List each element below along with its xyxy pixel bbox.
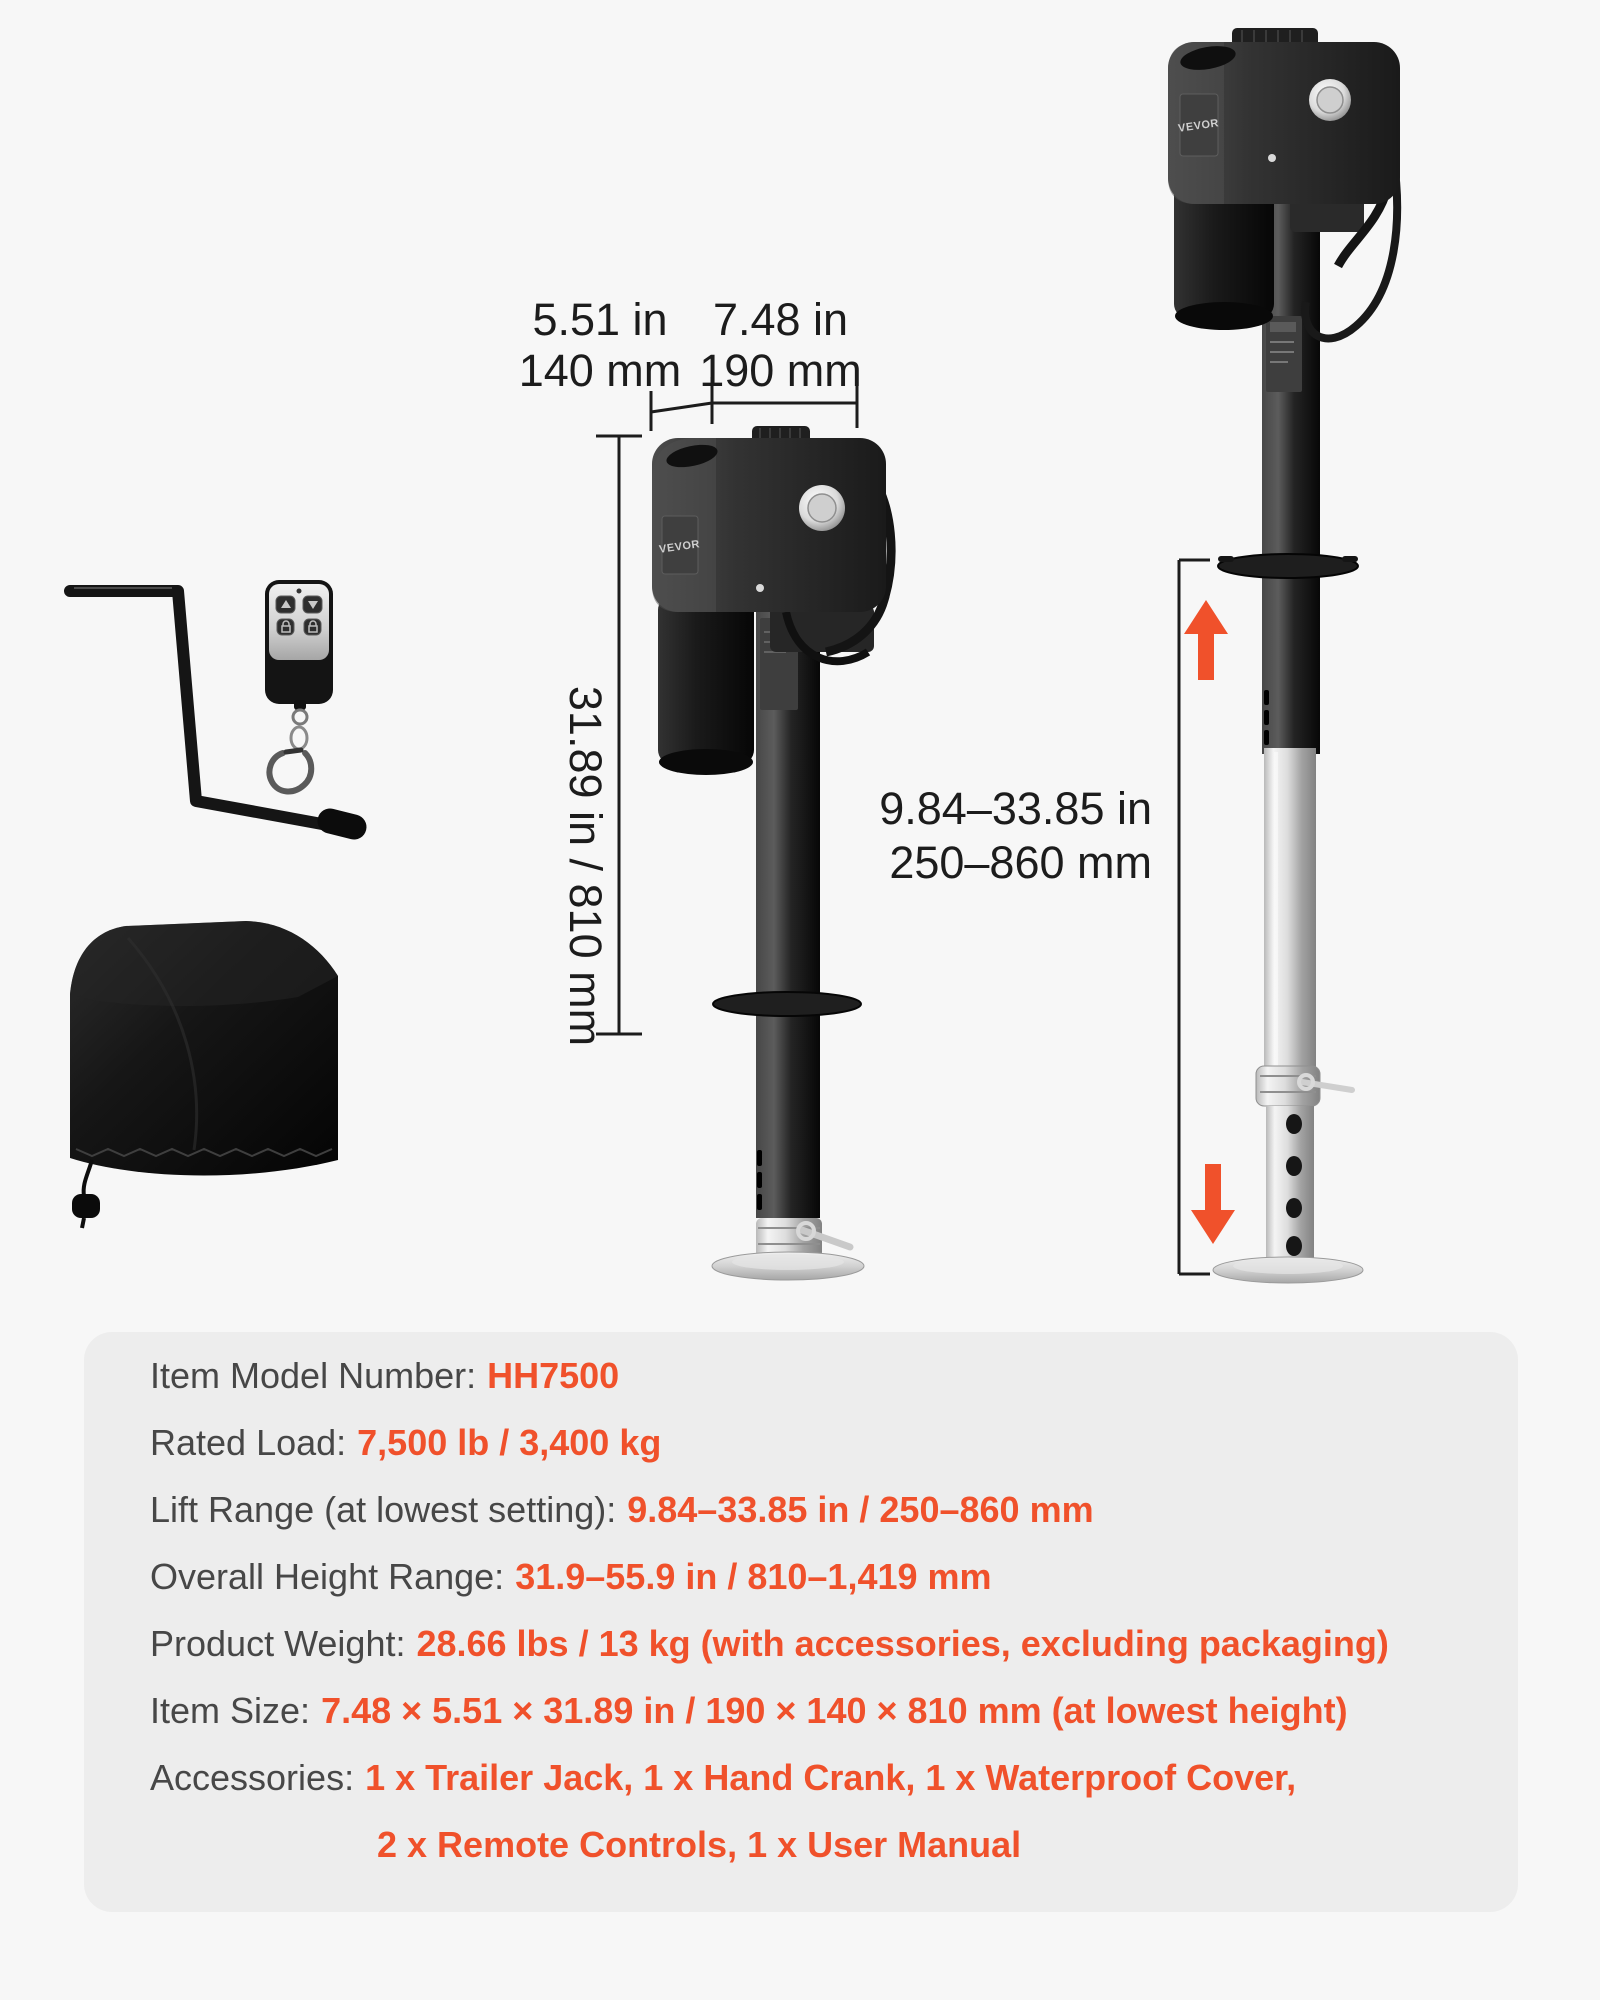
spec-value: 31.9–55.9 in / 810–1,419 mm	[515, 1555, 992, 1597]
spec-label: Item Size:	[150, 1689, 311, 1731]
remote-up-button	[276, 596, 295, 613]
adjustment-hole	[1286, 1198, 1302, 1218]
spec-label: Item Model Number:	[150, 1354, 477, 1396]
lift-arrows	[1184, 600, 1235, 1244]
dimension-depth-in: 5.51 in	[532, 294, 668, 345]
dimension-height-label: 31.89 in / 810 mm	[560, 685, 611, 1047]
dimension-depth-mm: 140 mm	[518, 345, 682, 396]
spec-label: Rated Load:	[150, 1421, 347, 1463]
remote-unlock-button	[304, 619, 321, 635]
spec-value: 9.84–33.85 in / 250–860 mm	[627, 1488, 1094, 1530]
spec-label: Product Weight:	[150, 1622, 406, 1664]
adjustment-hole	[1286, 1236, 1302, 1256]
spec-label: Overall Height Range:	[150, 1555, 505, 1597]
brand-logo: VEVOR	[1177, 117, 1220, 135]
spec-row-item-size	[84, 1677, 1518, 1744]
drop-leg-collar	[713, 992, 861, 1016]
dimension-width-mm: 190 mm	[699, 345, 862, 396]
spec-row-lift-range	[84, 1476, 1518, 1543]
remote-down-button	[303, 596, 322, 613]
trailer-jack-retracted	[652, 426, 891, 1280]
inner-chrome-tube	[1264, 748, 1316, 1072]
remote-control	[265, 580, 333, 791]
lift-range-in: 9.84–33.85 in	[879, 783, 1152, 834]
spec-row-weight	[84, 1610, 1518, 1677]
spec-value: HH7500	[487, 1354, 620, 1396]
dimension-depth-label	[505, 294, 695, 396]
spec-row-rated-load	[84, 1409, 1518, 1476]
spec-label: Lift Range (at lowest setting):	[150, 1488, 617, 1530]
arrow-down-icon	[1191, 1164, 1235, 1244]
remote-lock-button	[277, 619, 294, 635]
motor-housing	[658, 596, 754, 764]
adjustment-hole	[1286, 1156, 1302, 1176]
drop-leg-collar	[1218, 554, 1358, 578]
spec-label: Accessories:	[150, 1756, 355, 1798]
spec-card	[84, 1332, 1518, 1912]
spec-value: 1 x Trailer Jack, 1 x Hand Crank, 1 x Waterproof Cover,	[365, 1756, 1297, 1798]
spec-value: 7.48 × 5.51 × 31.89 in / 190 × 140 × 810 mm (at lowest height)	[321, 1689, 1348, 1731]
drawstring-toggle	[72, 1194, 100, 1218]
spec-value: 2 x Remote Controls, 1 x User Manual	[377, 1823, 1022, 1865]
spec-row-model	[84, 1342, 1518, 1409]
lift-range-label	[870, 782, 1152, 890]
spec-row-accessories	[84, 1744, 1518, 1811]
dimension-width-in: 7.48 in	[712, 294, 849, 345]
waterproof-cover	[70, 921, 338, 1228]
carabiner-clip	[269, 753, 311, 791]
spec-value: 28.66 lbs / 13 kg (with accessories, excluding packaging)	[416, 1622, 1389, 1664]
lift-range-mm: 250–860 mm	[889, 837, 1152, 888]
brand-logo: VEVOR	[658, 538, 701, 556]
dimension-width-label	[688, 294, 873, 396]
adjustment-hole	[1286, 1114, 1302, 1134]
arrow-up-icon	[1184, 600, 1228, 680]
spec-row-height-range	[84, 1543, 1518, 1610]
spec-value: 7,500 lb / 3,400 kg	[357, 1421, 662, 1463]
spec-row-accessories-cont	[84, 1811, 1518, 1878]
